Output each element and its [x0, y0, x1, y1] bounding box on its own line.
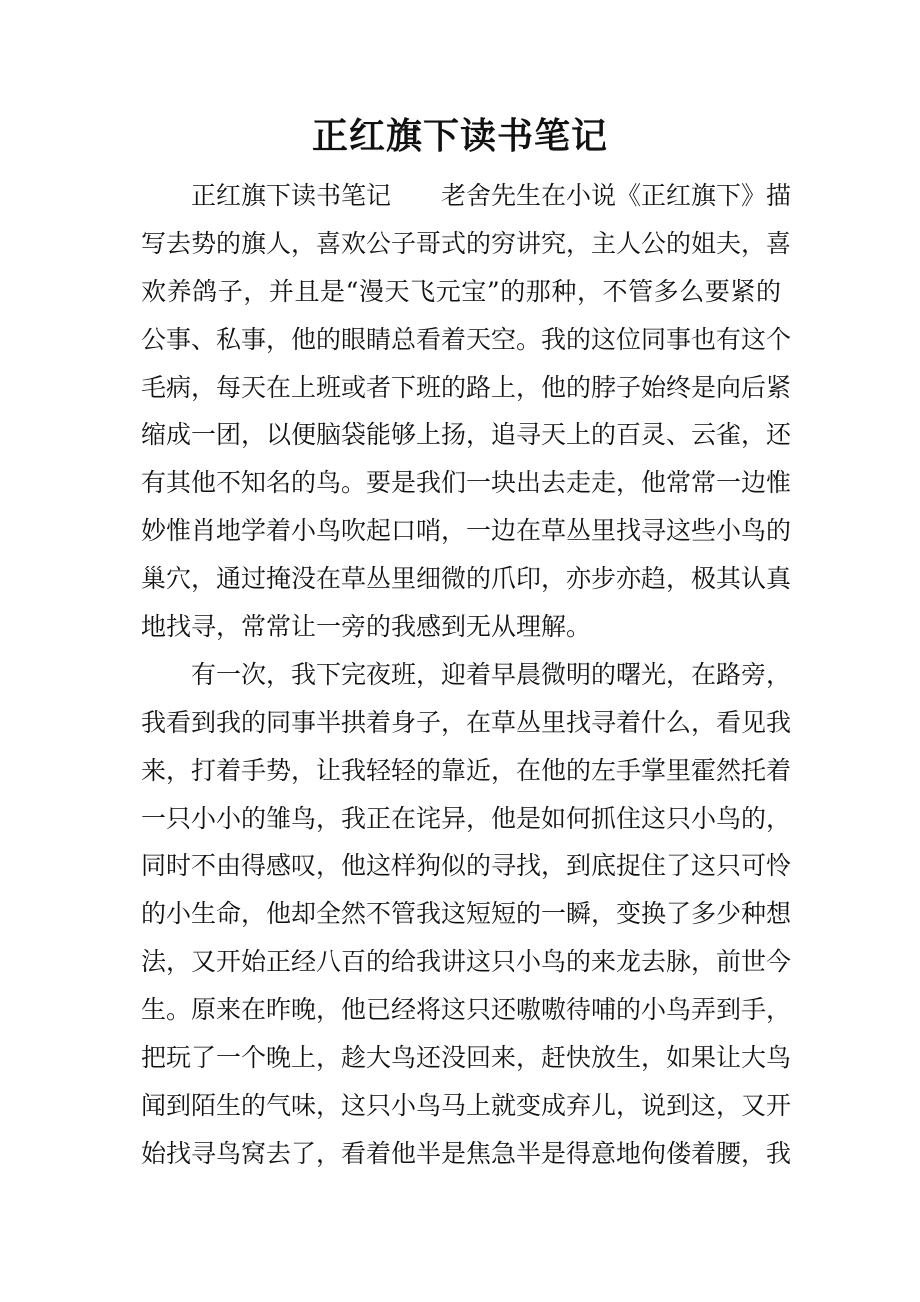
- text-line: 妙惟肖地学着小鸟吹起口哨，一边在草丛里找寻这些小鸟的: [141, 516, 792, 546]
- text-line: 有一次，我下完夜班，迎着早晨微明的曙光，在路旁，: [191, 659, 792, 689]
- text-line: 的小生命，他却全然不管我这短短的一瞬，变换了多少种想: [141, 899, 792, 929]
- text-line: 始找寻鸟窝去了，看着他半是焦急半是得意地佝偻着腰，我: [141, 1138, 792, 1168]
- text-line: 把玩了一个晚上，趁大鸟还没回来，赶快放生，如果让大鸟: [141, 1043, 792, 1073]
- text-line: 我看到我的同事半拱着身子，在草丛里找寻着什么，看见我: [141, 707, 792, 737]
- text-line: 缩成一团，以便脑袋能够上扬，追寻天上的百灵、云雀，还: [141, 420, 792, 450]
- text-line: 欢养鸽子，并且是“漫天飞元宝”的那种，不管多么要紧的: [141, 276, 781, 306]
- document-body: [141, 172, 792, 1178]
- text-line: 一只小小的雏鸟，我正在诧异，他是如何抓住这只小鸟的，: [141, 803, 792, 833]
- text-line: 毛病，每天在上班或者下班的路上，他的脖子始终是向后紧: [141, 372, 792, 402]
- text-line: 有其他不知名的鸟。要是我们一块出去走走，他常常一边惟: [141, 468, 792, 498]
- text-line: 巢穴，通过掩没在草丛里细微的爪印，亦步亦趋，极其认真: [141, 564, 792, 594]
- text-line: 闻到陌生的气味，这只小鸟马上就变成弃儿，说到这，又开: [141, 1090, 792, 1120]
- text-line: 同时不由得感叹，他这样狗似的寻找，到底捉住了这只可怜: [141, 851, 792, 881]
- text-line: 公事、私事，他的眼睛总看着天空。我的这位同事也有这个: [141, 324, 792, 354]
- text-line: 来，打着手势，让我轻轻的靠近，在他的左手掌里霍然托着: [141, 755, 792, 785]
- text-line: 正红旗下读书笔记 老舍先生在小说《正红旗下》描: [191, 181, 792, 210]
- text-line: 写去势的旗人，喜欢公子哥式的穷讲究，主人公的姐夫，喜: [141, 228, 792, 258]
- text-line: 法，又开始正经八百的给我讲这只小鸟的来龙去脉，前世今: [141, 947, 792, 977]
- text-line: 地找寻，常常让一旁的我感到无从理解。: [141, 612, 592, 642]
- text-line: 生。原来在昨晚，他已经将这只还嗷嗷待哺的小鸟弄到手，: [141, 995, 792, 1025]
- document-title: 正红旗下读书笔记: [311, 115, 608, 157]
